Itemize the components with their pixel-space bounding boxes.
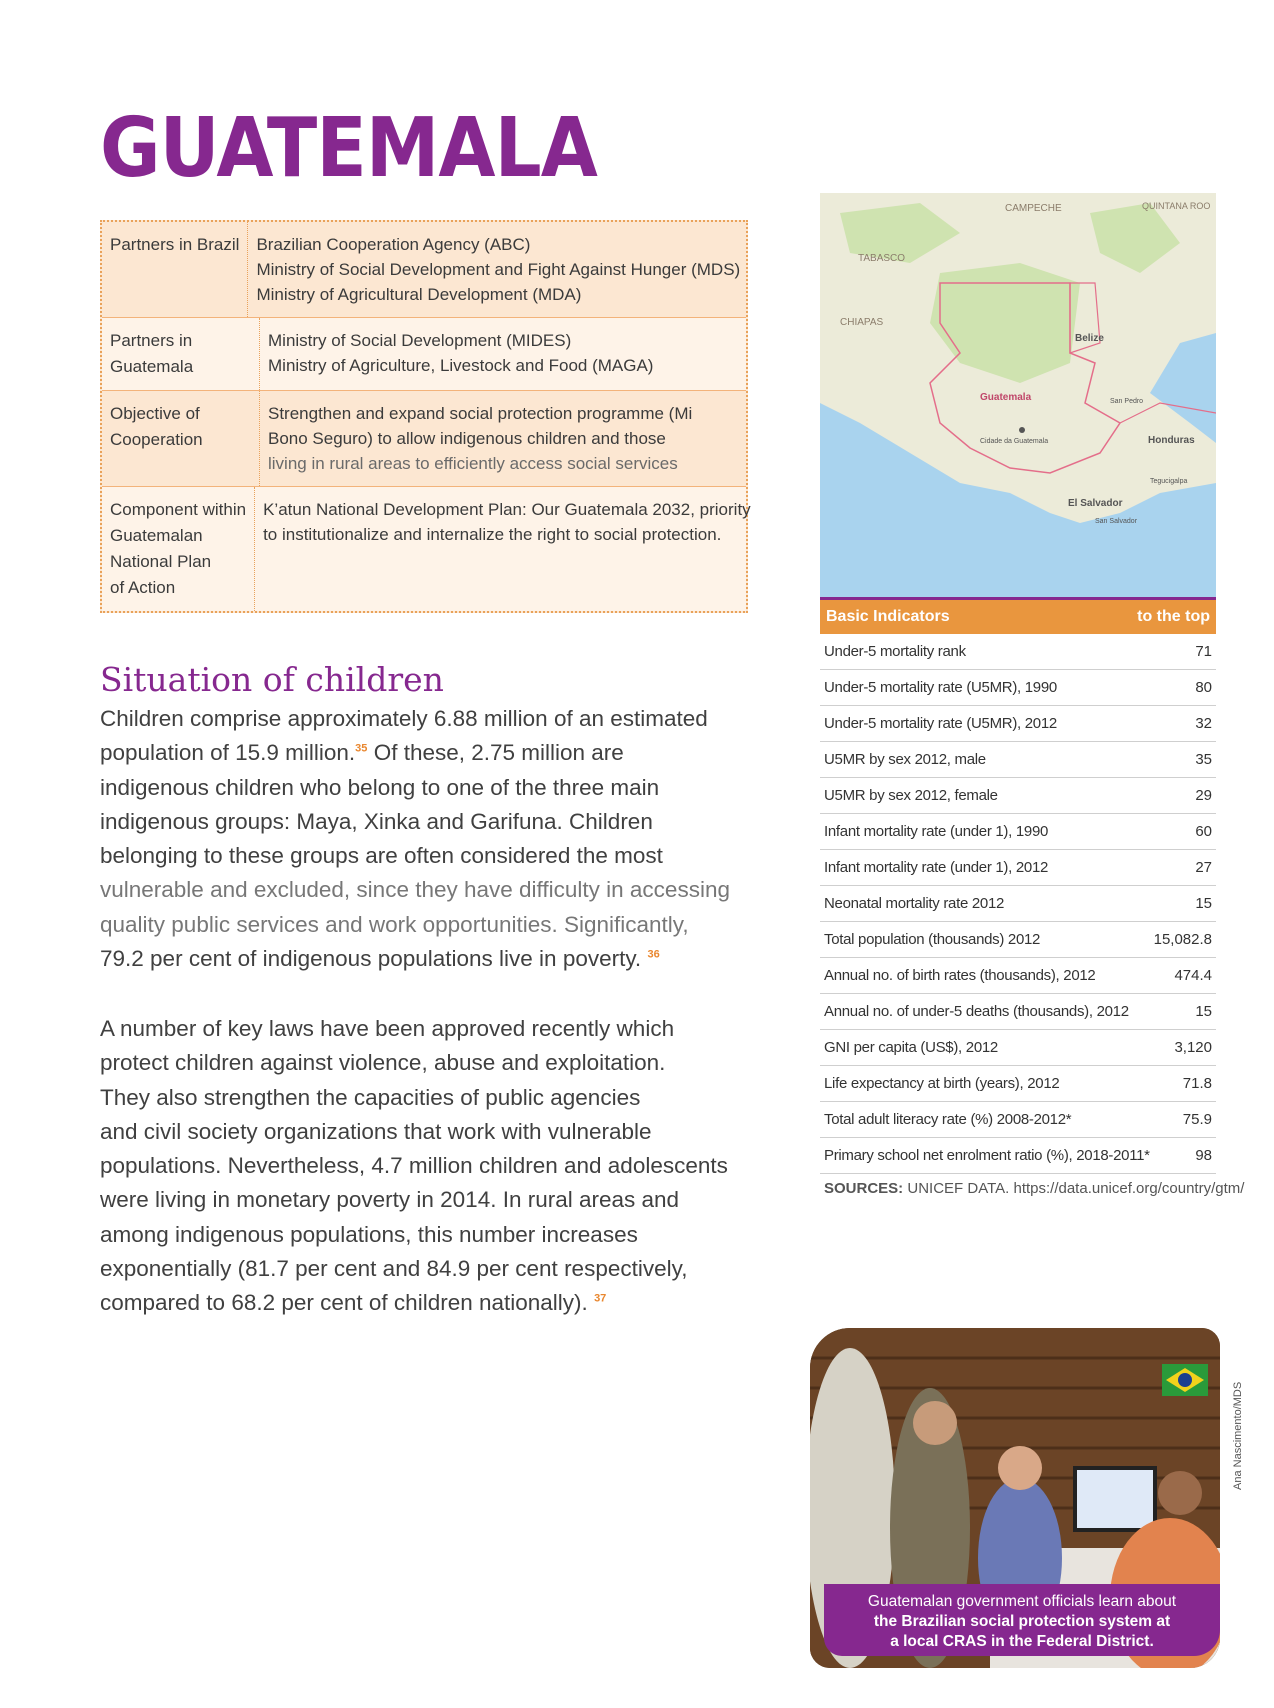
row-content	[248, 222, 748, 317]
text-fragment: population of 15.9 million.	[100, 740, 356, 766]
indicator-value: 27	[1195, 859, 1212, 876]
indicator-value: 60	[1195, 823, 1212, 840]
label-line: Guatemalan	[110, 526, 203, 545]
text-line: A number of key laws have been approved recently which	[100, 1016, 675, 1041]
partners-table	[100, 220, 751, 613]
indicator-value: 98	[1195, 1147, 1212, 1164]
content-line: K’atun National Development Plan: Our Guatemala 2032, priority	[263, 500, 751, 519]
text-line: were living in monetary poverty in 2014. In rural areas and	[100, 1187, 680, 1213]
text-line: indigenous children who belong to one of the three main	[100, 774, 660, 800]
row-content	[260, 318, 746, 390]
text-fragment: 79.2 per cent of indigenous populations live in poverty.	[100, 946, 642, 972]
indicator-row	[820, 1030, 1216, 1066]
row-label	[102, 391, 260, 486]
content-line: to institutionalize and internalize the right to social protection.	[263, 525, 722, 544]
text-line: belonging to these groups are often considered the most	[100, 843, 663, 869]
content-line: Ministry of Social Development (MIDES)	[268, 331, 572, 350]
section-heading: Situation of children	[100, 660, 444, 699]
indicator-label: GNI per capita (US$), 2012	[824, 1039, 998, 1056]
map-label: QUINTANA ROO	[1142, 201, 1211, 211]
indicator-value: 35	[1195, 751, 1212, 768]
indicator-value: 29	[1195, 787, 1212, 804]
indicator-row	[820, 1102, 1216, 1138]
map-label: CHIAPAS	[840, 317, 884, 328]
photo-caption	[824, 1584, 1220, 1656]
text-line: and civil society organizations that work with vulnerable	[100, 1118, 652, 1144]
text-line: Children comprise approximately 6.88 million of an estimated	[100, 706, 708, 731]
indicator-row	[820, 742, 1216, 778]
map-label: San Salvador	[1095, 518, 1138, 525]
map-label: Honduras	[1148, 435, 1195, 446]
text-fragment: Of these, 2.75 million are	[373, 740, 624, 766]
text-line	[100, 1286, 760, 1320]
indicator-label: Life expectancy at birth (years), 2012	[824, 1075, 1060, 1092]
content-line: Brazilian Cooperation Agency (ABC)	[256, 235, 531, 254]
map-label: El Salvador	[1068, 498, 1123, 509]
indicators-title: Basic Indicators	[826, 608, 950, 625]
content-line: Ministry of Agriculture, Livestock and Food (MAGA)	[268, 356, 654, 375]
indicator-value: 71	[1195, 643, 1212, 660]
text-fragment: compared to 68.2 per cent of children nationally).	[100, 1290, 588, 1316]
indicator-value: 474.4	[1174, 967, 1212, 984]
content-line: living in rural areas to efficiently access social services	[268, 454, 678, 473]
map-label: Guatemala	[980, 392, 1032, 403]
indicator-row	[820, 1138, 1216, 1174]
partners-row-guatemala	[102, 318, 746, 391]
indicator-row	[820, 994, 1216, 1030]
indicator-row	[820, 778, 1216, 814]
indicator-label: Primary school net enrolment ratio (%), 2018-2011*	[824, 1147, 1150, 1164]
map-label: TABASCO	[858, 253, 906, 264]
indicator-value: 15,082.8	[1153, 931, 1212, 948]
label-line: Objective of	[110, 404, 200, 423]
text-line: vulnerable and excluded, since they have difficulty in accessing	[100, 877, 730, 903]
page-title: GUATEMALA	[100, 101, 597, 196]
sources-link[interactable]: UNICEF DATA. https://data.unicef.org/country/gtm/	[907, 1180, 1245, 1197]
paragraph-1	[100, 702, 760, 976]
content-line: Ministry of Agricultural Development (MDA)	[256, 285, 582, 304]
indicator-row	[820, 922, 1216, 958]
indicator-value: 32	[1195, 715, 1212, 732]
person-2-head	[913, 1401, 957, 1445]
text-line	[100, 942, 760, 976]
caption-line: Guatemalan government officials learn about	[867, 1593, 1177, 1610]
sources-label: SOURCES:	[824, 1180, 904, 1197]
monitor	[1075, 1468, 1155, 1530]
to-the-top-link[interactable]: to the top	[1137, 608, 1210, 625]
row-label	[102, 487, 255, 611]
indicator-label: Annual no. of birth rates (thousands), 2012	[824, 967, 1096, 984]
indicator-value: 3,120	[1174, 1039, 1212, 1056]
indicator-value: 71.8	[1182, 1075, 1212, 1092]
indicator-value: 75.9	[1182, 1111, 1212, 1128]
person-4-head	[1158, 1471, 1202, 1515]
map-label: San Pedro	[1110, 398, 1144, 405]
map-label: Tegucigalpa	[1150, 478, 1188, 485]
indicator-value: 80	[1195, 679, 1212, 696]
row-label	[102, 318, 260, 390]
indicator-row	[820, 958, 1216, 994]
person-3-head	[998, 1446, 1042, 1490]
label-line: Partners in	[110, 331, 193, 350]
footnote-ref: 35	[355, 742, 368, 755]
map-label: CAMPECHE	[1005, 203, 1062, 214]
indicator-value: 15	[1195, 895, 1212, 912]
indicator-row	[820, 850, 1216, 886]
text-line: quality public services and work opportunities. Significantly,	[100, 911, 689, 937]
label-line: of Action	[110, 578, 176, 597]
flag-globe	[1178, 1373, 1192, 1387]
photo-credit: Ana Nascimento/MDS	[1232, 1381, 1244, 1490]
indicators-header	[820, 600, 1216, 634]
text-line: indigenous groups: Maya, Xinka and Garifuna. Children	[100, 808, 653, 834]
footnote-ref: 36	[647, 948, 660, 961]
paragraph-2	[100, 1012, 760, 1321]
label-line: Guatemala	[110, 357, 194, 376]
map-image	[820, 193, 1216, 597]
indicator-label: Annual no. of under-5 deaths (thousands), 2012	[824, 1003, 1129, 1020]
text-line: exponentially (81.7 per cent and 84.9 per cent respectively,	[100, 1256, 688, 1282]
indicator-row	[820, 706, 1216, 742]
text-line: They also strengthen the capacities of public agencies	[100, 1084, 641, 1110]
indicator-label: Infant mortality rate (under 1), 2012	[824, 859, 1049, 876]
text-line	[100, 736, 760, 770]
partners-row-brazil	[102, 222, 746, 318]
indicators-list	[820, 634, 1216, 1174]
indicator-row	[820, 634, 1216, 670]
indicator-label: U5MR by sex 2012, male	[824, 751, 986, 768]
text-line: among indigenous populations, this number increases	[100, 1221, 638, 1247]
map-label: Cidade da Guatemala	[980, 438, 1049, 445]
indicator-label: Under-5 mortality rank	[824, 643, 966, 660]
row-content	[260, 391, 746, 486]
indicator-row	[820, 886, 1216, 922]
label-line: Cooperation	[110, 430, 203, 449]
indicator-row	[820, 1066, 1216, 1102]
caption-line: a local CRAS in the Federal District.	[890, 1633, 1154, 1650]
label-line: National Plan	[110, 552, 212, 571]
text-line: populations. Nevertheless, 4.7 million children and adolescents	[100, 1153, 728, 1179]
indicator-label: Total adult literacy rate (%) 2008-2012*	[824, 1111, 1072, 1128]
content-line: Bono Seguro) to allow indigenous children and those	[268, 429, 666, 448]
indicator-label: Infant mortality rate (under 1), 1990	[824, 823, 1049, 840]
text-line: protect children against violence, abuse and exploitation.	[100, 1050, 666, 1076]
row-content	[255, 487, 759, 611]
label-line: Component within	[110, 500, 247, 519]
content-line: Strengthen and expand social protection programme (Mi	[268, 404, 693, 423]
caption-line: the Brazilian social protection system at	[873, 1613, 1171, 1630]
indicator-row	[820, 814, 1216, 850]
partners-row-component	[102, 487, 751, 611]
indicator-label: U5MR by sex 2012, female	[824, 787, 998, 804]
city-marker	[1019, 427, 1025, 433]
sources-note	[824, 1180, 1244, 1197]
indicator-label: Total population (thousands) 2012	[824, 931, 1041, 948]
indicator-row	[820, 670, 1216, 706]
label-line: Partners in Brazil	[110, 235, 240, 254]
indicator-label: Under-5 mortality rate (U5MR), 2012	[824, 715, 1057, 732]
indicator-value: 15	[1195, 1003, 1212, 1020]
map-label: Belize	[1075, 333, 1104, 344]
footnote-ref: 37	[594, 1292, 607, 1305]
indicator-label: Neonatal mortality rate 2012	[824, 895, 1005, 912]
row-label	[102, 222, 248, 317]
partners-row-objective	[102, 391, 746, 487]
indicator-label: Under-5 mortality rate (U5MR), 1990	[824, 679, 1057, 696]
content-line: Ministry of Social Development and Fight Against Hunger (MDS)	[256, 260, 741, 279]
